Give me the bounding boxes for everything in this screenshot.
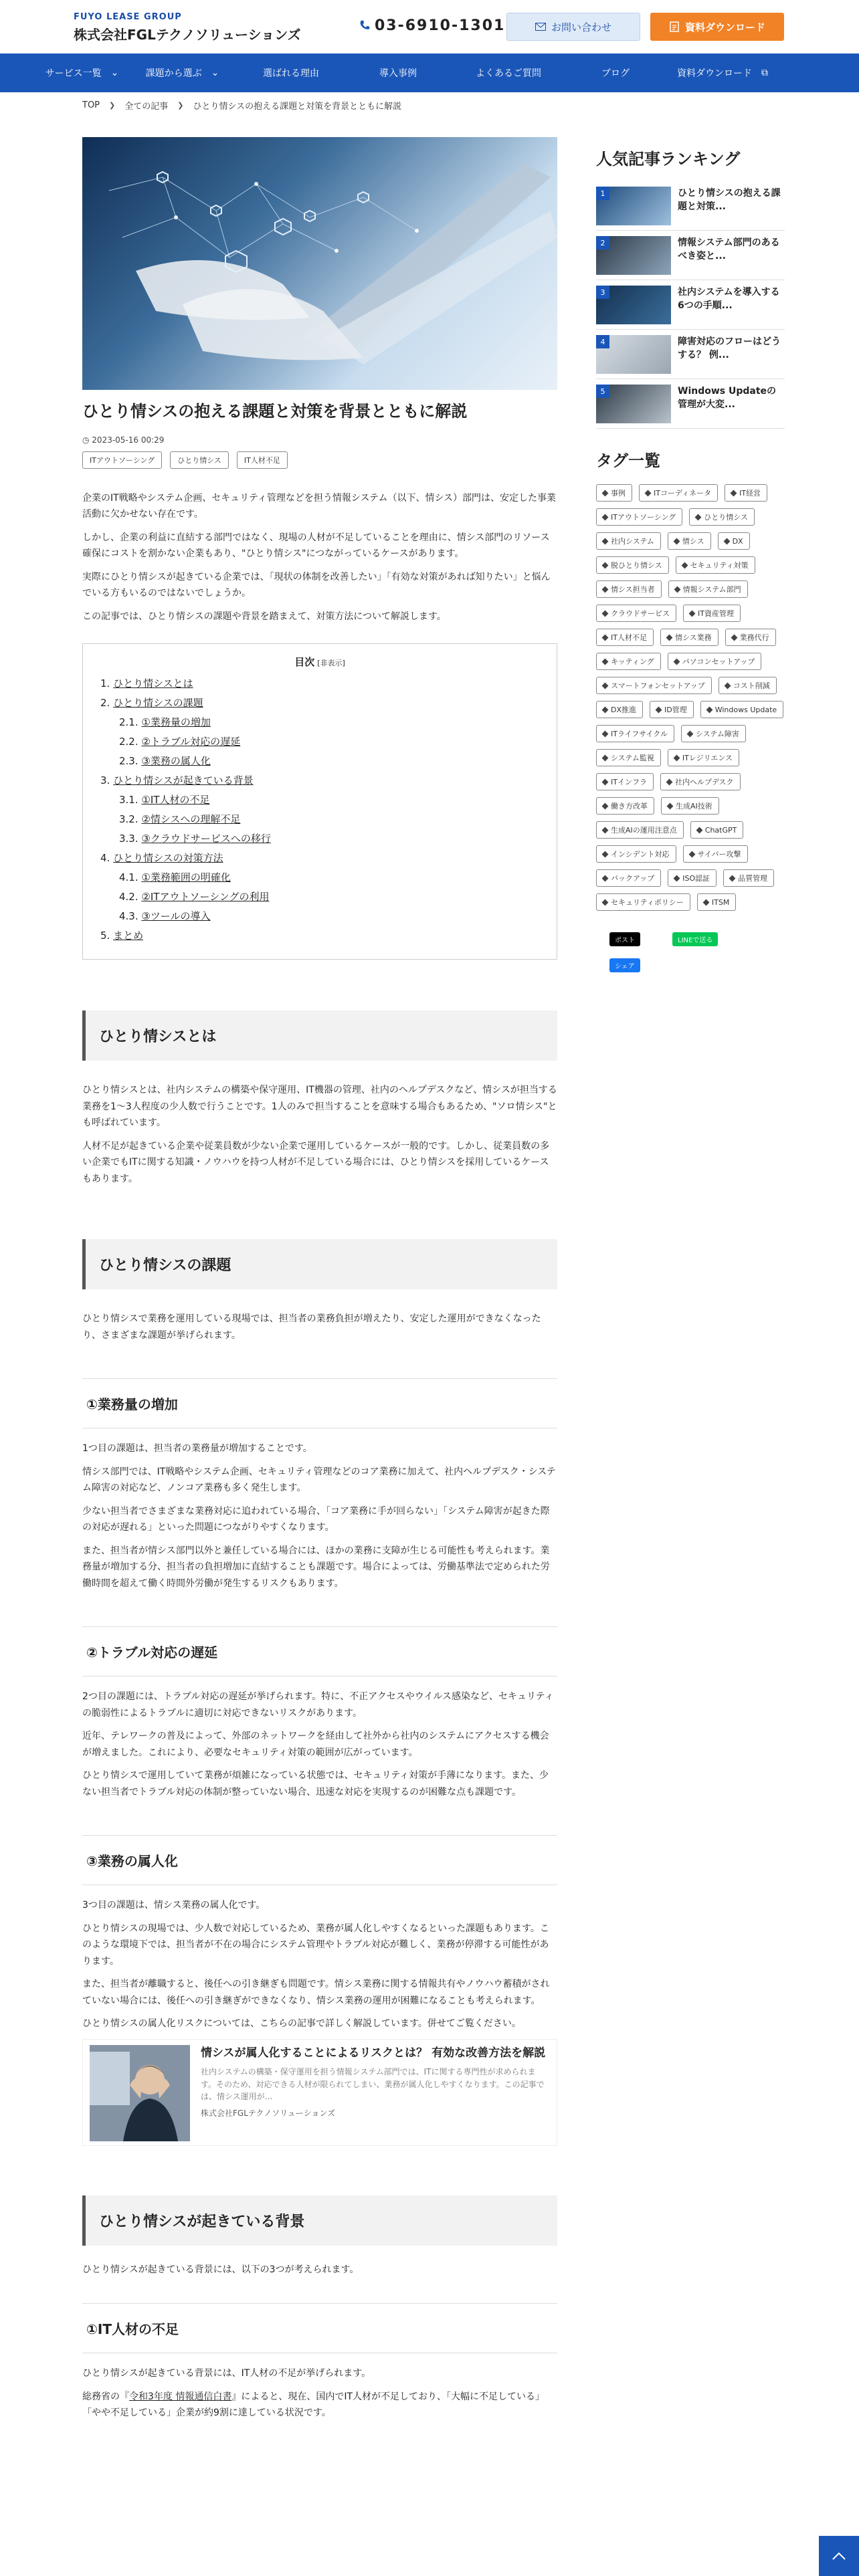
subsection-heading: ③業務の属人化 <box>82 1835 557 1885</box>
intro-paragraph: しかし、企業の利益に直結する部門ではなく、現場の人材が不足していることを理由に、情シス部門のリソース確保にコストを割かない企業もあり、"ひとり情シス"につながっているケースがあります。 <box>82 532 550 560</box>
paragraph: ひとり情シスで業務を運用している現場では、担当者の業務負担が増えたり、安定した運用ができなくなったり、さまざまな課題が挙げられます。 <box>82 1313 541 1341</box>
ranking-title[interactable]: 社内システムを導入する6つの手順... <box>678 287 780 312</box>
toc-number: 2.2. <box>119 736 138 748</box>
ranking-title[interactable]: 情報システム部門のあるべき姿と... <box>678 237 780 262</box>
toc-number: 5. <box>100 930 110 942</box>
tag-link[interactable]: DX <box>718 532 750 550</box>
tag-link[interactable]: ITアウトソーシング <box>596 508 682 526</box>
toc-toggle[interactable]: [非表示] <box>317 659 345 668</box>
ranking-number: 3 <box>596 286 609 299</box>
tag-link[interactable]: ITレジリエンス <box>668 749 739 766</box>
tag-link[interactable]: 情シス担当者 <box>596 580 662 598</box>
toc-number: 4.3. <box>119 910 138 923</box>
chevron-up-icon <box>832 2551 846 2561</box>
toc-link[interactable]: ③業務の属人化 <box>141 755 211 768</box>
chevron-right-icon: ❯ <box>109 101 116 110</box>
toc-item[interactable] <box>100 810 539 829</box>
article-tag[interactable]: ITアウトソーシング <box>82 451 162 469</box>
tag-link[interactable]: サイバー攻撃 <box>683 845 748 863</box>
hero-image <box>82 137 557 390</box>
ranking-thumbnail <box>596 286 671 324</box>
subsection-heading: ②トラブル対応の遅延 <box>82 1626 557 1677</box>
tag-link[interactable]: ITライフサイクル <box>596 725 674 742</box>
ranking-thumbnail <box>596 187 671 225</box>
paragraph: 2つ目の課題には、トラブル対応の遅延が挙げられます。特に、不正アクセスやウイルス感染など、セキュリティの脆弱性によるトラブルに適切に対応できないリスクがあります。 <box>82 1691 554 1719</box>
tag-link[interactable]: 脱ひとり情シス <box>596 556 669 574</box>
toc-heading <box>100 655 539 669</box>
site-header <box>0 0 859 53</box>
ranking-title[interactable]: 障害対応のフローはどうする？ 例... <box>678 336 781 361</box>
nav-blog[interactable] <box>565 53 666 92</box>
document-icon <box>669 21 680 32</box>
tag-link[interactable]: コスト削減 <box>719 677 777 694</box>
tag-link[interactable]: IT資産管理 <box>683 605 741 622</box>
toc-link[interactable]: ①業務範囲の明確化 <box>141 871 231 884</box>
tag-link[interactable]: バックアップ <box>596 869 661 887</box>
toc-number: 1. <box>100 677 110 690</box>
phone-number[interactable] <box>359 17 505 34</box>
tag-link[interactable]: 情報システム部門 <box>668 580 748 598</box>
ranking-thumbnail <box>596 335 671 374</box>
paragraph: ひとり情シスで運用していて業務が煩雑になっている状態では、セキュリティ対策が手薄になります。また、少ない担当者でトラブル対応の体制が整っていない場合、迅速な対応を実現するのが困難な点も課題です。 <box>82 1770 549 1798</box>
intro-paragraph: この記事では、ひとり情シスの課題や背景を踏まえて、対策方法について解説します。 <box>82 611 446 622</box>
ranking-thumbnail <box>596 385 671 423</box>
tag-link[interactable]: DX推進 <box>596 701 643 718</box>
tag-link[interactable]: ITインフラ <box>596 773 654 790</box>
nav-label: よくあるご質問 <box>476 68 541 79</box>
section-heading: ひとり情シスの課題 <box>82 1239 557 1289</box>
article-tag[interactable]: IT人材不足 <box>237 451 288 469</box>
toc-link[interactable]: ②トラブル対応の遅延 <box>141 736 241 748</box>
tag-link[interactable]: 生成AI技術 <box>661 797 719 815</box>
ranking-item[interactable] <box>596 280 785 330</box>
global-nav <box>0 53 859 92</box>
tag-link[interactable]: IT人材不足 <box>596 629 654 646</box>
paragraph-text: 』によると、現在、国内でIT人材が不足しており、「大幅に不足している」「やや不足している」企業が約9割に達している状況です。 <box>82 2391 545 2419</box>
tags-heading: タグ一覧 <box>596 451 660 470</box>
tag-link[interactable]: パソコンセットアップ <box>668 653 762 670</box>
nav-reasons[interactable] <box>237 53 345 92</box>
toc-item[interactable] <box>100 713 539 732</box>
worried-person-illustration <box>90 2045 190 2141</box>
toc-link[interactable]: ひとり情シスが起きている背景 <box>113 774 254 787</box>
date-text: 2023-05-16 00:29 <box>92 435 165 445</box>
toc-item[interactable] <box>100 868 539 887</box>
tag-link[interactable]: ISO認証 <box>668 869 717 887</box>
nav-label: 課題から選ぶ <box>145 68 202 79</box>
mail-icon <box>535 23 546 31</box>
toc-item[interactable] <box>100 674 539 693</box>
contact-button[interactable] <box>506 13 640 41</box>
toc-link[interactable]: ひとり情シスの対策方法 <box>113 852 223 865</box>
paragraph: ひとり情シスとは、社内システムの構築や保守運用、IT機器の管理、社内のヘルプデスクなど、情シスが担当する業務を1〜3人程度の少人数で行うことです。1人のみで担当することを意味する場合もあるため、"ソロ情シス"とも呼ばれています。 <box>82 1085 557 1129</box>
toc-list <box>100 674 539 946</box>
paragraph: 情シス部門では、IT戦略やシステム企画、セキュリティ管理などのコア業務に加えて、社内ヘルプデスク・システム障害の対応など、ノンコア業務も多く発生します。 <box>82 1466 556 1494</box>
related-article-title[interactable]: 情シスが属人化することによるリスクとは？ 有効な改善方法を解説 <box>201 2046 546 2060</box>
chevron-down-icon: ⌄ <box>110 68 119 78</box>
paragraph: 1つ目の課題は、担当者の業務量が増加することです。 <box>82 1443 312 1455</box>
nav-label: ブログ <box>601 68 630 79</box>
tag-link[interactable]: インシデント対応 <box>596 845 676 863</box>
share-line-button[interactable]: LINEで送る <box>672 932 718 946</box>
toc-number: 3.3. <box>119 833 138 845</box>
tag-link[interactable]: 社内ヘルプデスク <box>660 773 741 790</box>
paragraph: ひとり情シスの属人化リスクについては、こちらの記事で詳しく解説しています。併せてご覧ください。 <box>82 2018 521 2030</box>
subsection-heading: ①業務量の増加 <box>82 1378 557 1428</box>
ranking-item[interactable] <box>596 181 785 231</box>
paragraph-text: 総務省の『 <box>82 2391 129 2402</box>
related-article-description: 社内システムの構築・保守運用を担う情報システム部門では、ITに関する専門性が求められます。そのため、対応できる人材が限られてしまい、業務が属人化しやすくなります。この記事では、情シス運用が... <box>201 2067 545 2102</box>
tag-link[interactable]: 働き方改革 <box>596 797 654 815</box>
brand-name[interactable]: 株式会社FGLテクノソリューションズ <box>74 27 301 43</box>
tag-link[interactable]: ひとり情シス <box>689 508 755 526</box>
toc-title: 目次 <box>294 656 315 669</box>
scroll-to-top-button[interactable] <box>819 2536 859 2576</box>
ranking-title[interactable]: ひとり情シスの抱える課題と対策... <box>678 188 781 213</box>
toc-item[interactable] <box>100 771 539 790</box>
toc-link[interactable]: ①業務量の増加 <box>141 716 211 729</box>
tag-link[interactable]: 社内システム <box>596 532 661 550</box>
ranking-number: 2 <box>596 236 609 249</box>
sidebar <box>596 146 785 972</box>
tag-link[interactable]: IT経営 <box>725 484 767 502</box>
section-heading: ひとり情シスとは <box>82 1010 557 1061</box>
nav-services[interactable] <box>37 53 127 92</box>
toc-number: 2.1. <box>119 716 138 729</box>
tag-link[interactable]: 業務代行 <box>725 629 776 646</box>
nav-label: 導入事例 <box>379 68 417 79</box>
toc-item[interactable] <box>100 732 539 752</box>
external-link-icon: ⧉ <box>761 68 768 78</box>
paragraph: 人材不足が起きている企業や従業員数が少ない企業で運用しているケースが一般的です。しかし、従業員数の多い企業でもITに関する知識・ノウハウを持つ人材が不足している場合には、ひとり情シスを採用しているケースもあります。 <box>82 1140 550 1184</box>
toc-number: 2. <box>100 697 110 710</box>
brand-group-logo[interactable]: FUYO LEASE GROUP <box>74 12 182 22</box>
toc-link[interactable]: まとめ <box>113 930 144 942</box>
white-paper-link[interactable]: 令和3年度 情報通信白書 <box>129 2391 232 2402</box>
tag-link[interactable]: Windows Update <box>700 701 783 718</box>
toc-link[interactable]: ひとり情シスとは <box>113 677 193 690</box>
related-article-card[interactable] <box>82 2039 557 2146</box>
contact-label: お問い合わせ <box>551 21 611 33</box>
nav-label: 資料ダウンロード <box>677 68 752 79</box>
related-article-thumbnail <box>90 2045 190 2141</box>
ranking-thumbnail <box>596 236 671 275</box>
phone-icon <box>359 19 371 31</box>
tag-link[interactable]: 情シス業務 <box>660 629 719 646</box>
tag-link[interactable]: キッティング <box>596 653 661 670</box>
nav-download[interactable] <box>666 53 779 92</box>
clock-icon: ◷ <box>82 435 92 445</box>
toc-item[interactable] <box>100 693 539 713</box>
share-facebook-button[interactable]: シェア <box>609 958 640 972</box>
toc-link[interactable]: ②情シスへの理解不足 <box>141 813 241 826</box>
toc-number: 2.3. <box>119 755 138 768</box>
paragraph: また、担当者が情シス部門以外と兼任している場合には、ほかの業務に支障が生じる可能性も考えられます。業務量が増加する分、担当者の負担増加に直結することも課題です。場合によっては、労働基準法で定められた労働時間を超えて働く時間外労働が発生するリスクもあります。 <box>82 1545 550 1589</box>
intro <box>82 490 557 625</box>
toc-number: 3.2. <box>119 813 138 826</box>
article-title: ひとり情シスの抱える課題と対策を背景とともに解説 <box>82 402 468 421</box>
tag-link[interactable]: ID管理 <box>650 701 694 718</box>
paragraph: 3つ目の課題は、情シス業務の属人化です。 <box>82 1900 266 1911</box>
table-of-contents <box>82 643 557 960</box>
related-article-source: 株式会社FGLテクノソリューションズ <box>201 2109 335 2119</box>
toc-number: 3.1. <box>119 794 138 807</box>
phone-text: 03-6910-1301 <box>375 17 506 34</box>
tag-link[interactable]: クラウドサービス <box>596 605 676 622</box>
nav-cases[interactable] <box>345 53 452 92</box>
toc-item[interactable] <box>100 849 539 868</box>
breadcrumb-current: ひとり情シスの抱える課題と対策を背景とともに解説 <box>193 102 402 112</box>
nav-issues[interactable] <box>127 53 237 92</box>
ranking-list <box>596 181 785 429</box>
toc-item[interactable] <box>100 790 539 810</box>
tag-cloud <box>596 484 785 911</box>
toc-number: 4.1. <box>119 871 138 884</box>
tag-link[interactable]: システム障害 <box>681 725 746 742</box>
hero-illustration <box>82 137 557 390</box>
article <box>82 137 557 2422</box>
tag-link[interactable]: セキュリティポリシー <box>596 893 690 911</box>
tag-link[interactable]: ChatGPT <box>690 821 744 839</box>
publish-date <box>82 435 557 445</box>
download-button[interactable] <box>650 13 784 41</box>
share-buttons <box>596 932 785 946</box>
ranking-number: 5 <box>596 385 609 398</box>
toc-link[interactable]: ひとり情シスの課題 <box>113 697 203 710</box>
paragraph: ひとり情シスが起きている背景には、以下の3つが考えられます。 <box>82 2264 359 2275</box>
toc-item[interactable] <box>100 887 539 907</box>
nav-label: サービス一覧 <box>45 68 102 79</box>
breadcrumb <box>82 99 401 112</box>
ranking-title[interactable]: Windows Updateの管理が大変... <box>678 386 777 411</box>
tag-link[interactable]: 生成AIの運用注意点 <box>596 821 684 839</box>
paragraph: ひとり情シスが起きている背景には、IT人材の不足が挙げられます。 <box>82 2368 371 2379</box>
nav-faq[interactable] <box>452 53 565 92</box>
tag-link[interactable]: システム監視 <box>596 749 661 766</box>
breadcrumb-all-articles[interactable]: 全ての記事 <box>124 102 169 112</box>
paragraph: また、担当者が離職すると、後任への引き継ぎも問題です。情シス業務に関する情報共有やノウハウ蓄積がされていない場合には、後任への引き継ぎができなくなり、情シス業務の運用が困難になることも考えられます。 <box>82 1979 550 2006</box>
ranking-number: 1 <box>596 187 609 200</box>
toc-item[interactable] <box>100 907 539 926</box>
article-tag[interactable]: ひとり情シス <box>170 451 229 469</box>
paragraph: ひとり情シスの現場では、少人数で対応しているため、業務が属人化しやすくなるといった課題もあります。このような環境下では、担当者が不在の場合にシステム管理やトラブル対応が難しく、業務が停滞する可能性があります。 <box>82 1923 549 1967</box>
toc-link[interactable]: ③クラウドサービスへの移行 <box>141 833 271 845</box>
toc-number: 4. <box>100 852 110 865</box>
tag-link[interactable]: セキュリティ対策 <box>676 556 755 574</box>
share-x-button[interactable]: ポスト <box>609 932 640 946</box>
download-label: 資料ダウンロード <box>684 21 765 33</box>
paragraph: 少ない担当者でさまざまな業務対応に追われている場合、「コア業務に手が回らない」「システム障害が起きた際の対応が遅れる」といった問題につながりやすくなります。 <box>82 1505 550 1533</box>
ranking-item[interactable] <box>596 231 785 280</box>
toc-link[interactable]: ①IT人材の不足 <box>141 794 210 807</box>
tag-link[interactable]: 事例 <box>596 484 632 502</box>
paragraph: 近年、テレワークの普及によって、外部のネットワークを経由して社外から社内のシステムにアクセスする機会が増えました。これにより、必要なセキュリティ対策の範囲が広がっています。 <box>82 1731 549 1758</box>
ranking-heading: 人気記事ランキング <box>596 150 741 169</box>
breadcrumb-top[interactable]: TOP <box>82 100 100 110</box>
nav-label: 選ばれる理由 <box>263 68 319 79</box>
intro-paragraph: 企業のIT戦略やシステム企画、セキュリティ管理などを担う情報システム（以下、情シス）部門は、安定した事業活動に欠かせない存在です。 <box>82 492 557 520</box>
toc-number: 3. <box>100 774 110 787</box>
tag-link[interactable]: ITSM <box>697 893 736 911</box>
toc-number: 4.2. <box>119 891 138 903</box>
toc-link[interactable]: ③ツールの導入 <box>141 910 211 923</box>
tag-link[interactable]: スマートフォンセットアップ <box>596 677 712 694</box>
tag-link[interactable]: 品質管理 <box>723 869 774 887</box>
section-heading: ひとり情シスが起きている背景 <box>82 2195 557 2246</box>
toc-item[interactable] <box>100 829 539 849</box>
ranking-number: 4 <box>596 335 609 348</box>
ranking-item[interactable] <box>596 330 785 379</box>
intro-paragraph: 実際にひとり情シスが起きている企業では、「現状の体制を改善したい」「有効な対策があれば知りたい」と悩んでいる方もいるのではないでしょうか。 <box>82 571 551 599</box>
chevron-right-icon: ❯ <box>177 101 184 110</box>
tag-link[interactable]: 情シス <box>668 532 711 550</box>
toc-item[interactable] <box>100 752 539 771</box>
toc-item[interactable] <box>100 926 539 946</box>
tag-link[interactable]: ITコーディネータ <box>639 484 718 502</box>
paragraph <box>82 2389 557 2422</box>
ranking-item[interactable] <box>596 379 785 429</box>
article-tags <box>82 451 557 469</box>
chevron-down-icon: ⌄ <box>211 68 219 78</box>
toc-link[interactable]: ②ITアウトソーシングの利用 <box>141 891 270 903</box>
subsection-heading: ①IT人材の不足 <box>82 2303 557 2353</box>
